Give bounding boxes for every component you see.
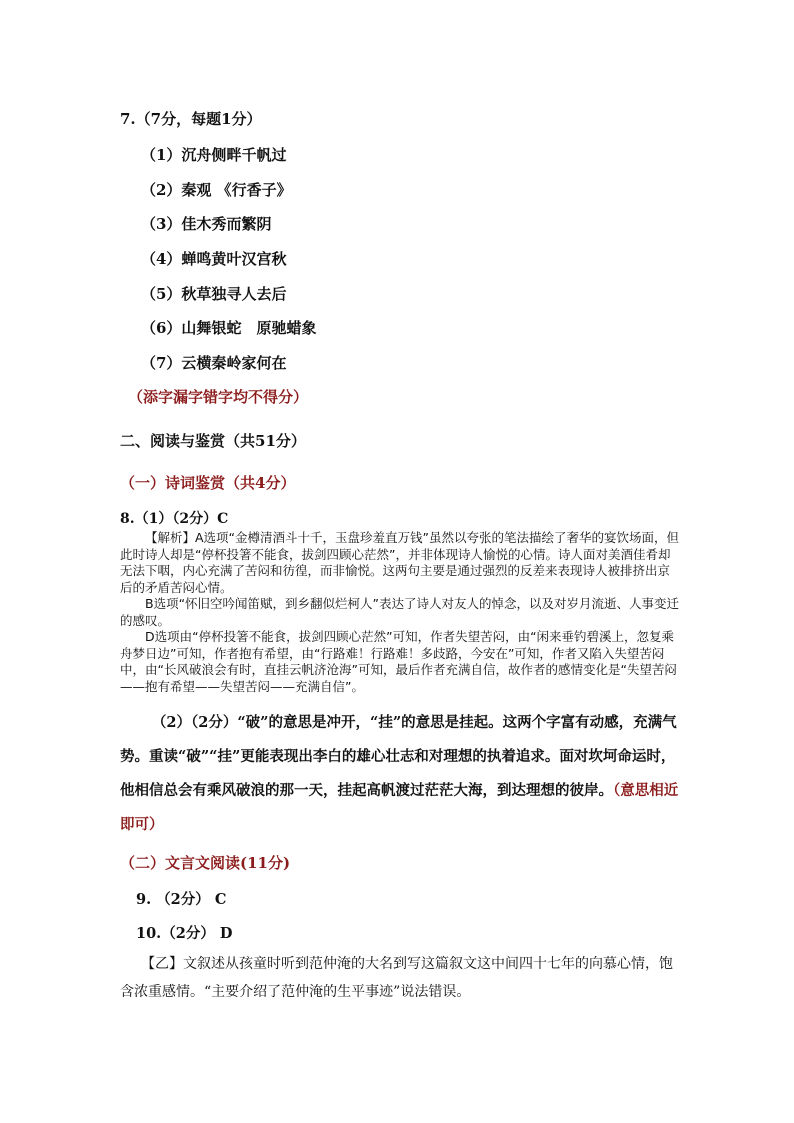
q10-explanation-text: 【乙】文叙述从孩童时听到范仲淹的大名到写这篇叙文这中间四十七年的向慕心情，饱含浓重感情。“主要介绍了范仲淹的生平事迹”说法错误。: [120, 956, 673, 1000]
q8-part2-answer: [120, 706, 680, 842]
q8-part2-text: （2）（2分）“破”的意思是冲开，“挂”的意思是挂起。这两个字富有动感，充满气势。重读“破”“挂”更能表现出李白的雄心壮志和对理想的执着追求。面对坎坷命运时，他相信总会有乘风破浪的那一天，挂起高帆渡过茫茫大海，到达理想的彼岸。: [120, 714, 677, 799]
q8-analysis: [120, 530, 680, 695]
q7-answer-7: （7）云横秦岭家何在: [141, 354, 287, 372]
q7-answer-3: （3）佳木秀而繁阴: [141, 215, 272, 233]
q7-answer-4: （4）蝉鸣黄叶汉宫秋: [141, 250, 287, 268]
q8-heading: 8.（1）（2分）C: [120, 511, 229, 527]
section-2-title: 二、阅读与鉴赏（共51分）: [120, 432, 306, 450]
q7-heading: 7.（7分，每题1分）: [120, 110, 262, 128]
q7-answer-6: （6）山舞银蛇 原驰蜡象: [141, 319, 317, 337]
subsection-2-title: （二）文言文阅读(11分): [120, 854, 291, 872]
q10-answer: 10.（2分） D: [136, 925, 233, 942]
q10-explanation: [120, 950, 680, 1006]
q8-part2-note: （意思相近即可）: [120, 782, 679, 833]
q8-analysis-a: 【解析】A选项“金樽清酒斗十千，玉盘珍羞直万钱”虽然以夸张的笔法描绘了奢华的宴饮场面，但此时诗人却是“停杯投箸不能食，拔剑四顾心茫然”，并非体现诗人愉悦的心情。诗人面对美酒佳肴却无法下咽，内心充满了苦闷和彷徨，而非愉悦。这两句主要是通过强烈的反差来表现诗人被排挤出京后的矛盾苦闷心情。: [120, 530, 680, 595]
q9-answer: 9. （2分） C: [136, 891, 227, 908]
q7-answer-2: （2）秦观 《行香子》: [141, 181, 292, 199]
q7-answer-5: （5）秋草独寻人去后: [141, 285, 287, 303]
q8-analysis-d: D选项由“停杯投箸不能食，拔剑四顾心茫然”可知，作者失望苦闷，由“闲来垂钓碧溪上，忽复乘舟梦日边”可知，作者抱有希望，由“行路难！行路难！多歧路，今安在”可知，作者又陷入失望苦闷中，由“长风破浪会有时，直挂云帆济沧海”可知，最后作者充满自信，故作者的感情变化是“失望苦闷——抱有希望——失望苦闷——充满自信”。: [120, 629, 677, 694]
subsection-1-title: （一）诗词鉴赏（共4分）: [120, 474, 296, 492]
q7-answer-1: （1）沉舟侧畔千帆过: [141, 146, 287, 164]
q7-grading-note: （添字漏字错字均不得分）: [128, 388, 309, 406]
q8-analysis-b: B选项“怀旧空吟闻笛赋，到乡翻似烂柯人”表达了诗人对友人的悼念，以及对岁月流逝、人事变迁的感叹。: [120, 596, 680, 628]
